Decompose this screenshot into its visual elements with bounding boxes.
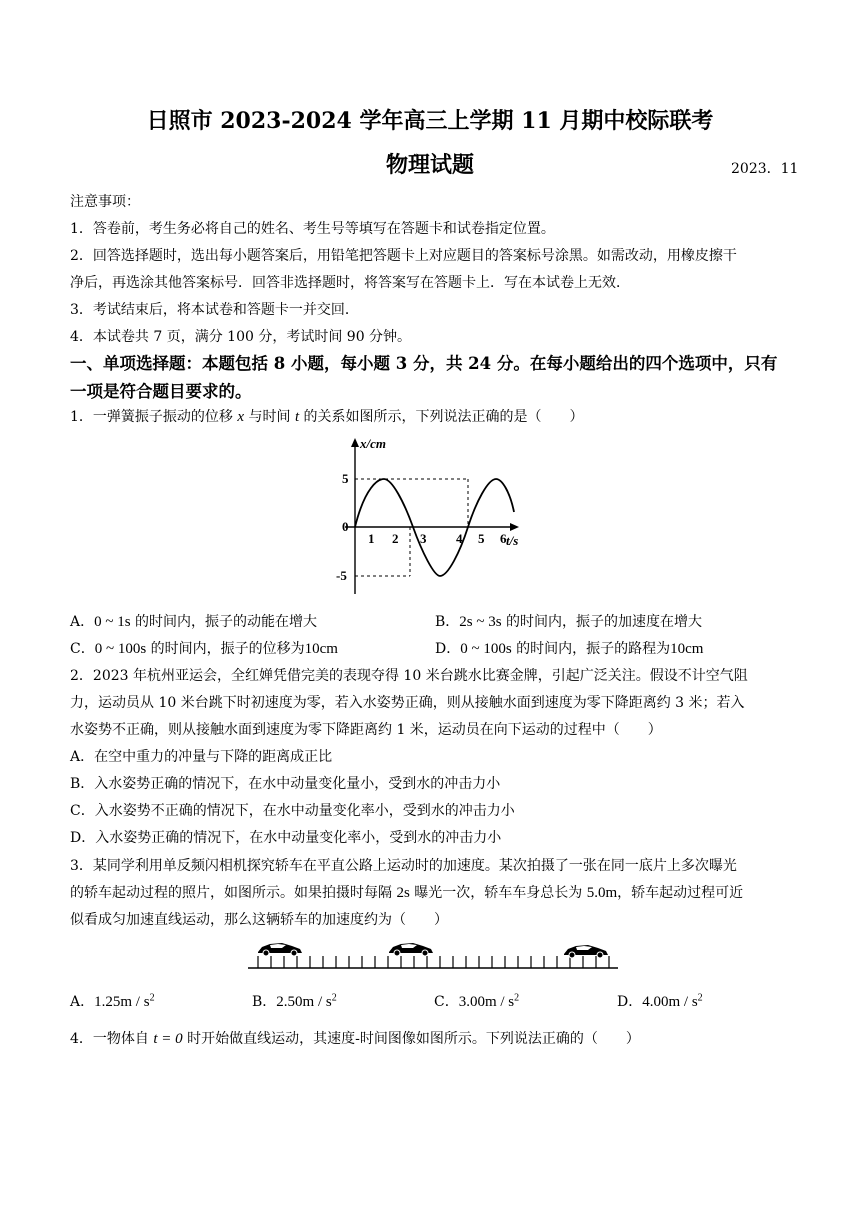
question-3-stem: 的轿车起动过程的照片，如图所示。如果拍摄时每隔 2s 曝光一次，轿车车身总长为 5.0m，轿车起动过程可近 bbox=[70, 885, 744, 901]
q3-option-b: B．$2.50m / s^2$ bbox=[252, 992, 337, 1010]
x-tick-label: 6 bbox=[500, 531, 507, 546]
question-1-stem bbox=[70, 406, 584, 426]
section-heading: 一、单项选择题：本题包括 8 小题，每小题 3 分，共 24 分。在每小题给出的四个选项中，只有 bbox=[70, 354, 778, 373]
notice-item: 3．考试结束后，将本试卷和答题卡一并交回． bbox=[70, 302, 359, 318]
x-tick-label: 2 bbox=[392, 531, 399, 546]
car-icon bbox=[258, 943, 302, 956]
stem-text: 的关系如图所示，下列说法正确的是（ ） bbox=[299, 409, 584, 425]
notice-item: 净后，再选涂其他答案标号．回答非选择题时，将答案写在答题卡上．写在本试卷上无效． bbox=[70, 275, 630, 291]
exam-title: 日照市 2023-2024 学年高三上学期 11 月期中校际联考 bbox=[146, 108, 714, 134]
x-axis-label: t/s bbox=[506, 533, 519, 548]
exam-subtitle: 物理试题 bbox=[385, 152, 474, 178]
q3-option-d: D．$4.00m / s^2$ bbox=[617, 992, 703, 1010]
q2-option-d: D．入水姿势正确的情况下，在水中动量变化率小，受到水的冲击力小 bbox=[70, 830, 502, 846]
notice-item: 1．答卷前，考生务必将自己的姓名、考生号等填写在答题卡和试卷指定位置。 bbox=[70, 221, 555, 237]
y-tick-label: -5 bbox=[336, 568, 347, 583]
var-x: x bbox=[237, 409, 245, 425]
notice-item: 2．回答选择题时，选出每小题答案后，用铅笔把答题卡上对应题目的答案标号涂黑。如需改动，用橡皮擦干 bbox=[70, 248, 737, 264]
q1-option-c: C．0 ~ 100s 的时间内，振子的位移为10cm bbox=[70, 641, 338, 657]
notice-item: 4．本试卷共 7 页，满分 100 分，考试时间 90 分钟。 bbox=[70, 329, 412, 345]
q2-option-b: B．入水姿势正确的情况下，在水中动量变化量小，受到水的冲击力小 bbox=[70, 776, 501, 792]
q1-option-b: B．2s ~ 3s 的时间内，振子的加速度在增大 bbox=[435, 614, 703, 630]
q3-option-a: A．$1.25m / s^2$ bbox=[70, 992, 155, 1010]
car-strobe-photo bbox=[244, 934, 622, 974]
q2-option-c: C．入水姿势不正确的情况下，在水中动量变化率小，受到水的冲击力小 bbox=[70, 803, 515, 819]
var-t: t bbox=[294, 409, 300, 425]
q2-option-a: A．在空中重力的冲量与下降的距离成正比 bbox=[70, 749, 333, 765]
q1-option-d: D．0 ~ 100s 的时间内，振子的路程为10cm bbox=[435, 641, 704, 657]
question-2-stem: 水姿势不正确，则从接触水面到速度为零下降距离约 1 米，运动员在向下运动的过程中（ ） bbox=[70, 722, 662, 738]
question-2-stem: 力，运动员从 10 米台跳下时初速度为零，若入水姿势正确，则从接触水面到速度为零下降距离约 3 米；若入 bbox=[70, 695, 745, 711]
stem-text: 与时间 bbox=[244, 409, 295, 425]
y-axis-label: x/cm bbox=[360, 436, 386, 451]
question-3-stem: 3．某同学利用单反频闪相机探究轿车在平直公路上运动时的加速度。某次拍摄了一张在同一底片上多次曝光 bbox=[70, 858, 737, 874]
displacement-time-graph bbox=[320, 432, 530, 602]
question-2-stem: 2．2023 年杭州亚运会，全红婵凭借完美的表现夺得 10 米台跳水比赛金牌，引起广泛关注。假设不计空气阻 bbox=[70, 668, 748, 684]
y-tick-label: 5 bbox=[342, 471, 349, 486]
x-tick-label: 3 bbox=[420, 531, 427, 546]
x-tick-label: 5 bbox=[478, 531, 485, 546]
exam-date: 2023．11 bbox=[731, 161, 799, 177]
stem-text: 1．一弹簧振子振动的位移 bbox=[70, 409, 238, 425]
question-4-stem: 4．一物体自 t = 0 时开始做直线运动，其速度-时间图像如图所示。下列说法正确的（ ） bbox=[70, 1031, 640, 1047]
notice-heading: 注意事项： bbox=[70, 194, 140, 210]
q1-option-a: A．0 ~ 1s 的时间内，振子的动能在增大 bbox=[70, 614, 318, 630]
x-tick-label: 1 bbox=[368, 531, 375, 546]
x-tick-label: 4 bbox=[456, 531, 463, 546]
car-icon bbox=[564, 945, 608, 958]
question-3-stem: 似看成匀加速直线运动，那么这辆轿车的加速度约为（ ） bbox=[70, 912, 448, 928]
section-heading: 一项是符合题目要求的。 bbox=[70, 382, 252, 401]
q3-option-c: C．$3.00m / s^2$ bbox=[434, 992, 520, 1010]
car-icon bbox=[389, 943, 433, 956]
y-tick-label: 0 bbox=[342, 519, 349, 534]
